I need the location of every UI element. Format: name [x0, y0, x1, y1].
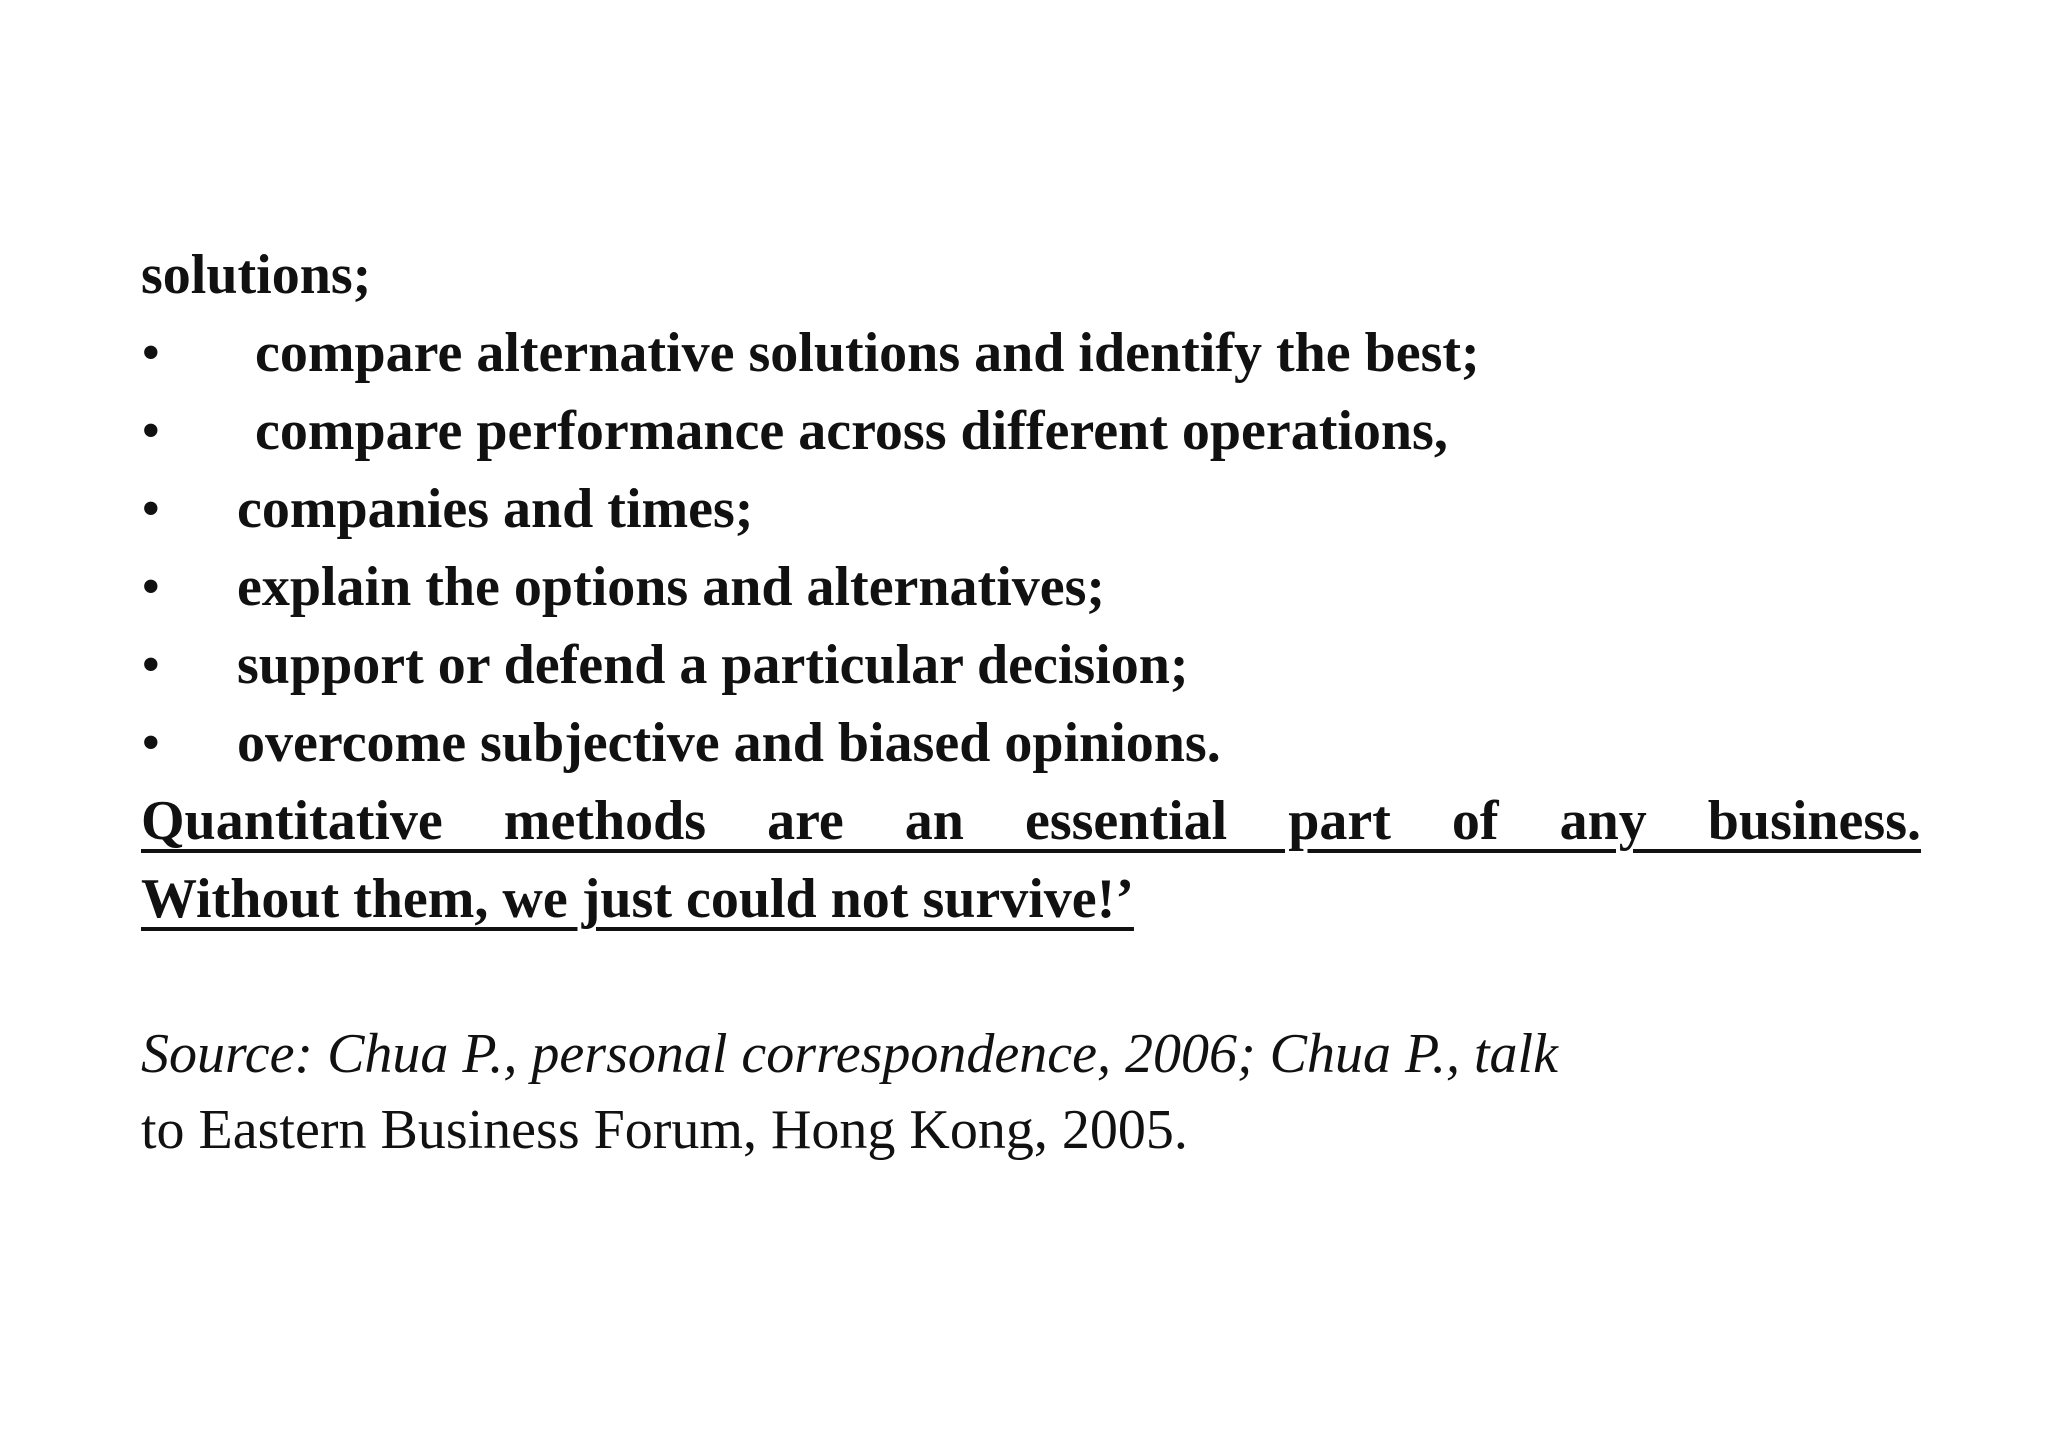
bullet-icon: •: [141, 400, 161, 462]
bullet-item: [141, 548, 1921, 626]
source-citation: [141, 1016, 1921, 1168]
bullet-icon: •: [141, 478, 161, 540]
quote-line-2: [141, 860, 1921, 938]
source-line-2: to Eastern Business Forum, Hong Kong, 2005.: [141, 1099, 1188, 1161]
source-line-1: Source: Chua P., personal correspondence, 2006; Chua P., talk: [141, 1023, 1558, 1085]
quote-line-2-text: Without them, we just could not survive!’: [141, 868, 1134, 930]
bullet-text: compare performance across different operations,: [255, 400, 1448, 462]
bullet-item: [141, 704, 1921, 782]
bullet-text: compare alternative solutions and identify the best;: [255, 322, 1480, 384]
bullet-text: explain the options and alternatives;: [237, 556, 1106, 618]
bullet-text: companies and times;: [237, 478, 754, 540]
bullet-indent: [237, 392, 255, 470]
bullet-text: overcome subjective and biased opinions.: [237, 712, 1221, 774]
bullet-item: [141, 314, 1921, 392]
bullet-text: support or defend a particular decision;: [237, 634, 1189, 696]
bullet-icon: •: [141, 322, 161, 384]
lead-line: solutions;: [141, 244, 372, 306]
bullet-icon: •: [141, 712, 161, 774]
document-page: [141, 236, 1921, 1168]
bullet-icon: •: [141, 556, 161, 618]
bullet-item: [141, 392, 1921, 470]
bullet-icon: •: [141, 634, 161, 696]
bullet-indent: [237, 314, 255, 392]
bullet-item: [141, 470, 1921, 548]
bullet-item: [141, 626, 1921, 704]
quote-line-1: Quantitative methods are an essential part of any business.: [141, 790, 1921, 852]
paragraph-spacer: [141, 938, 1921, 1016]
